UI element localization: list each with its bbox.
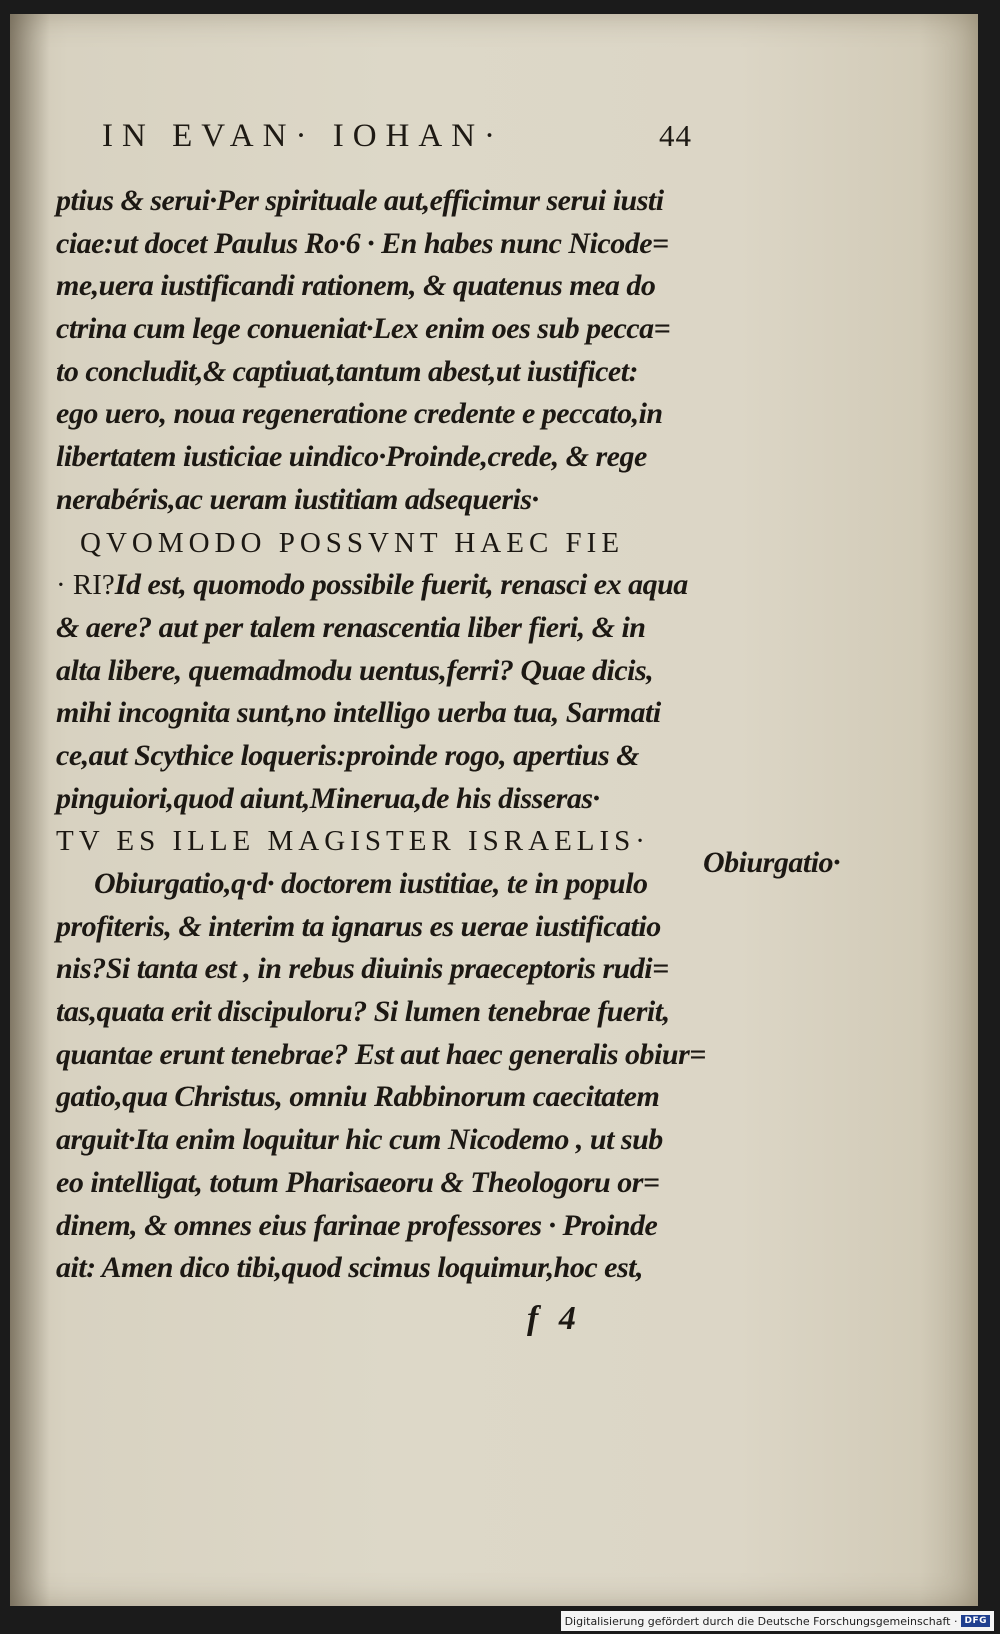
text-line: me,uera iustificandi rationem, & quatenus mea do — [56, 269, 656, 303]
text-line: ptius & serui·Per spirituale aut,efficimur serui iusti — [56, 184, 664, 217]
text-line: quantae erunt tenebrae? Est aut haec generalis obiur= — [56, 1037, 706, 1071]
text-line: ciae:ut docet Paulus Ro·6 · En habes nunc Nicode= — [56, 226, 669, 260]
running-header — [102, 118, 692, 155]
text-line: pinguiori,quod aiunt,Minerua,de his disseras· — [56, 781, 600, 815]
text-line: ctrina cum lege conueniat·Lex enim oes sub pecca= — [56, 312, 671, 346]
text-line: eo intelligat, totum Pharisaeoru & Theologoru or= — [56, 1165, 660, 1199]
spine-shadow — [10, 14, 50, 1606]
lemma-heading: QVOMODO POSSVNT HAEC FIE — [80, 526, 625, 559]
digitization-footer — [561, 1611, 994, 1631]
text-line: nerabéris,ac ueram iustitiam adsequeris· — [56, 482, 539, 516]
lemma-continuation-line — [56, 564, 696, 607]
footer-credit: Digitalisierung gefördert durch die Deutsche Forschungsgemeinschaft · — [564, 1614, 958, 1628]
lemma-gloss: Id est, quomodo possibile fuerit, renasci ex aqua — [114, 568, 688, 602]
text-line: dinem, & omnes eius farinae professores · Proinde — [56, 1208, 658, 1242]
dfg-logo: DFG — [961, 1615, 990, 1627]
text-line: mihi incognita sunt,no intelligo uerba tua, Sarmati — [56, 696, 661, 730]
signature-mark: f 4 — [527, 1300, 582, 1337]
text-line: alta libere, quemadmodu uentus,ferri? Quae dicis, — [56, 653, 654, 687]
text-line: nis?Si tanta est , in rebus diuinis praeceptoris rudi= — [56, 952, 669, 986]
text-line: tas,quata erit discipuloru? Si lumen tenebrae fuerit, — [56, 995, 670, 1029]
lemma-caps-ending: · RI? — [56, 569, 115, 602]
text-line: ait: Amen dico tibi,quod scimus loquimur,hoc est, — [56, 1251, 643, 1285]
text-line: ego uero, noua regeneratione credente e peccato,in — [56, 397, 663, 431]
text-line: arguit·Ita enim loquitur hic cum Nicodemo , ut sub — [56, 1123, 663, 1157]
text-line: to concludit,& captiuat,tantum abest,ut iustificet: — [56, 354, 639, 388]
page-number: 44 — [659, 118, 692, 153]
text-line: & aere? aut per talem renascentia liber fieri, & in — [56, 610, 646, 644]
text-line: Obiurgatio,q·d· doctorem iustitiae, te in populo — [94, 867, 648, 900]
text-line: libertatem iusticiae uindico·Proinde,crede, & rege — [56, 440, 647, 474]
text-line: ce,aut Scythice loqueris:proinde rogo, apertius & — [56, 738, 639, 772]
text-line: profiteris, & interim ta ignarus es uerae iustificatio — [56, 909, 661, 943]
lemma-heading-2: TV ES ILLE MAGISTER ISRAELIS· — [56, 825, 650, 858]
marginal-note: Obiurgatio· — [703, 846, 841, 879]
text-line: gatio,qua Christus, omniu Rabbinorum caecitatem — [56, 1080, 660, 1114]
main-text-block — [56, 180, 706, 1290]
running-title: IN EVAN· IOHAN· — [102, 118, 505, 154]
